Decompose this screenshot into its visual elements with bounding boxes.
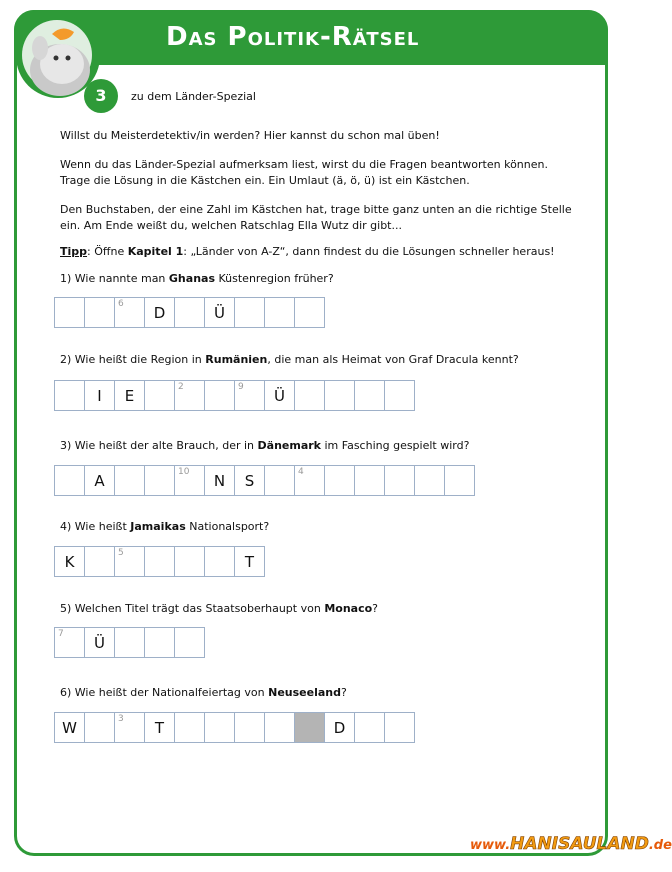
question-4	[60, 520, 269, 533]
answer-row-2	[54, 380, 415, 411]
answer-cell[interactable]	[235, 712, 265, 743]
cell-letter: A	[94, 471, 105, 490]
cell-number: 4	[298, 467, 304, 477]
answer-cell-blank[interactable]	[295, 712, 325, 743]
question-text: Nationalsport?	[185, 520, 270, 533]
answer-cell[interactable]	[85, 380, 115, 411]
logo-main: HANISAULAND	[510, 834, 649, 854]
answer-row-6	[54, 712, 415, 743]
cell-letter: S	[244, 471, 255, 490]
puzzle-number-badge: 3	[84, 79, 118, 113]
cell-letter: Ü	[94, 633, 105, 652]
cell-number: 2	[178, 382, 184, 392]
answer-cell[interactable]	[205, 712, 235, 743]
answer-cell[interactable]	[175, 297, 205, 328]
intro-line-2b: Trage die Lösung in die Kästchen ein. Ein Umlaut (ä, ö, ü) ist ein Kästchen.	[60, 174, 470, 187]
question-keyword: Rumänien	[205, 353, 268, 366]
tip-line	[60, 244, 555, 260]
answer-cell[interactable]	[145, 546, 175, 577]
question-text: im Fasching gespielt wird?	[321, 439, 470, 452]
question-text: 6) Wie heißt der Nationalfeiertag von	[60, 686, 269, 699]
cell-letter: N	[213, 471, 226, 490]
answer-cell[interactable]	[205, 297, 235, 328]
question-6	[60, 686, 347, 699]
answer-row-5	[54, 627, 205, 658]
answer-cell[interactable]	[235, 546, 265, 577]
hanisauland-logo[interactable]	[470, 834, 672, 854]
answer-cell[interactable]	[235, 465, 265, 496]
answer-cell[interactable]	[115, 712, 145, 743]
cell-number: 5	[118, 548, 124, 558]
mascot-pig-icon	[22, 20, 92, 90]
answer-cell[interactable]	[175, 380, 205, 411]
answer-cell[interactable]	[235, 297, 265, 328]
answer-cell[interactable]	[265, 380, 295, 411]
answer-cell[interactable]	[295, 297, 325, 328]
cell-letter: Ü	[274, 386, 285, 405]
cell-letter: T	[154, 718, 165, 737]
logo-suffix: .de	[648, 838, 672, 853]
answer-cell[interactable]	[205, 546, 235, 577]
tip-text-2: : „Länder von A-Z“, dann findest du die Lösungen schneller heraus!	[183, 245, 555, 258]
intro-line-3a: Den Buchstaben, der eine Zahl im Kästchen hat, trage bitte ganz unten an die richtige Stelle	[60, 203, 572, 216]
question-text: 5) Welchen Titel trägt das Staatsoberhaupt von	[60, 602, 325, 615]
cell-number: 3	[118, 714, 124, 724]
cell-number: 7	[58, 629, 64, 639]
tip-chapter: Kapitel 1	[127, 245, 184, 258]
answer-cell[interactable]	[385, 465, 415, 496]
answer-cell[interactable]	[175, 712, 205, 743]
answer-cell[interactable]	[85, 465, 115, 496]
answer-cell[interactable]	[355, 465, 385, 496]
answer-cell[interactable]	[295, 465, 325, 496]
question-3	[60, 439, 469, 452]
cell-letter: D	[333, 718, 346, 737]
page-subtitle: zu dem Länder-Spezial	[131, 90, 256, 103]
intro-line-3b: ein. Am Ende weißt du, welchen Ratschlag Ella Wutz dir gibt...	[60, 219, 402, 232]
answer-cell[interactable]	[175, 546, 205, 577]
answer-cell[interactable]	[385, 380, 415, 411]
answer-cell[interactable]	[115, 380, 145, 411]
answer-cell[interactable]	[85, 297, 115, 328]
answer-cell[interactable]	[55, 380, 85, 411]
answer-row-4	[54, 546, 265, 577]
answer-cell[interactable]	[355, 380, 385, 411]
answer-row-1	[54, 297, 325, 328]
intro-line-2a: Wenn du das Länder-Spezial aufmerksam liest, wirst du die Fragen beantworten können.	[60, 158, 548, 171]
answer-cell[interactable]	[145, 465, 175, 496]
question-keyword: Dänemark	[257, 439, 321, 452]
cell-number: 6	[118, 299, 124, 309]
answer-cell[interactable]	[415, 465, 445, 496]
cell-number: 9	[238, 382, 244, 392]
cell-letter: Ü	[214, 303, 225, 322]
answer-cell[interactable]	[295, 380, 325, 411]
intro-line-1: Willst du Meisterdetektiv/in werden? Hier kannst du schon mal üben!	[60, 129, 440, 142]
answer-cell[interactable]	[265, 297, 295, 328]
answer-cell[interactable]	[445, 465, 475, 496]
answer-cell[interactable]	[55, 712, 85, 743]
cell-number: 10	[178, 467, 190, 477]
question-5	[60, 602, 378, 615]
cell-letter: T	[244, 552, 255, 571]
question-keyword: Ghanas	[168, 272, 215, 285]
question-text: ?	[372, 602, 378, 615]
question-text: , die man als Heimat von Graf Dracula kennt?	[267, 353, 519, 366]
answer-cell[interactable]	[175, 465, 205, 496]
answer-cell[interactable]	[55, 465, 85, 496]
answer-cell[interactable]	[85, 546, 115, 577]
question-keyword: Jamaikas	[130, 520, 186, 533]
answer-cell[interactable]	[55, 297, 85, 328]
answer-cell[interactable]	[325, 380, 355, 411]
answer-cell[interactable]	[55, 546, 85, 577]
question-2	[60, 353, 519, 366]
question-1	[60, 272, 334, 285]
answer-cell[interactable]	[355, 712, 385, 743]
question-keyword: Neuseeland	[268, 686, 341, 699]
answer-cell[interactable]	[85, 712, 115, 743]
answer-cell[interactable]	[265, 712, 295, 743]
cell-letter: W	[62, 718, 77, 737]
answer-cell[interactable]	[145, 380, 175, 411]
cell-letter: K	[64, 552, 75, 571]
answer-row-3	[54, 465, 475, 496]
cell-letter: D	[153, 303, 166, 322]
answer-cell[interactable]	[85, 627, 115, 658]
answer-cell[interactable]	[145, 297, 175, 328]
answer-cell[interactable]	[265, 465, 295, 496]
answer-cell[interactable]	[205, 380, 235, 411]
answer-cell[interactable]	[115, 297, 145, 328]
answer-cell[interactable]	[325, 465, 355, 496]
question-keyword: Monaco	[324, 602, 373, 615]
page-title: Das Politik-Rätsel	[166, 22, 420, 52]
question-text: ?	[340, 686, 347, 699]
cell-letter: I	[97, 386, 102, 405]
question-text: 4) Wie heißt	[60, 520, 131, 533]
answer-cell[interactable]	[115, 546, 145, 577]
question-text: 1) Wie nannte man	[60, 272, 169, 285]
answer-cell[interactable]	[205, 465, 235, 496]
answer-cell[interactable]	[325, 712, 355, 743]
tip-text-1: : Öffne	[87, 245, 128, 258]
answer-cell[interactable]	[145, 712, 175, 743]
answer-cell[interactable]	[115, 465, 145, 496]
logo-prefix: www.	[470, 838, 511, 853]
answer-cell[interactable]	[385, 712, 415, 743]
question-text: 3) Wie heißt der alte Brauch, der in	[60, 439, 258, 452]
tip-label: Tipp	[60, 245, 88, 258]
answer-cell[interactable]	[175, 627, 205, 658]
cell-letter: E	[124, 386, 135, 405]
answer-cell[interactable]	[55, 627, 85, 658]
question-text: Küstenregion früher?	[215, 272, 334, 285]
answer-cell[interactable]	[235, 380, 265, 411]
answer-cell[interactable]	[115, 627, 145, 658]
question-text: 2) Wie heißt die Region in	[60, 353, 206, 366]
answer-cell[interactable]	[145, 627, 175, 658]
